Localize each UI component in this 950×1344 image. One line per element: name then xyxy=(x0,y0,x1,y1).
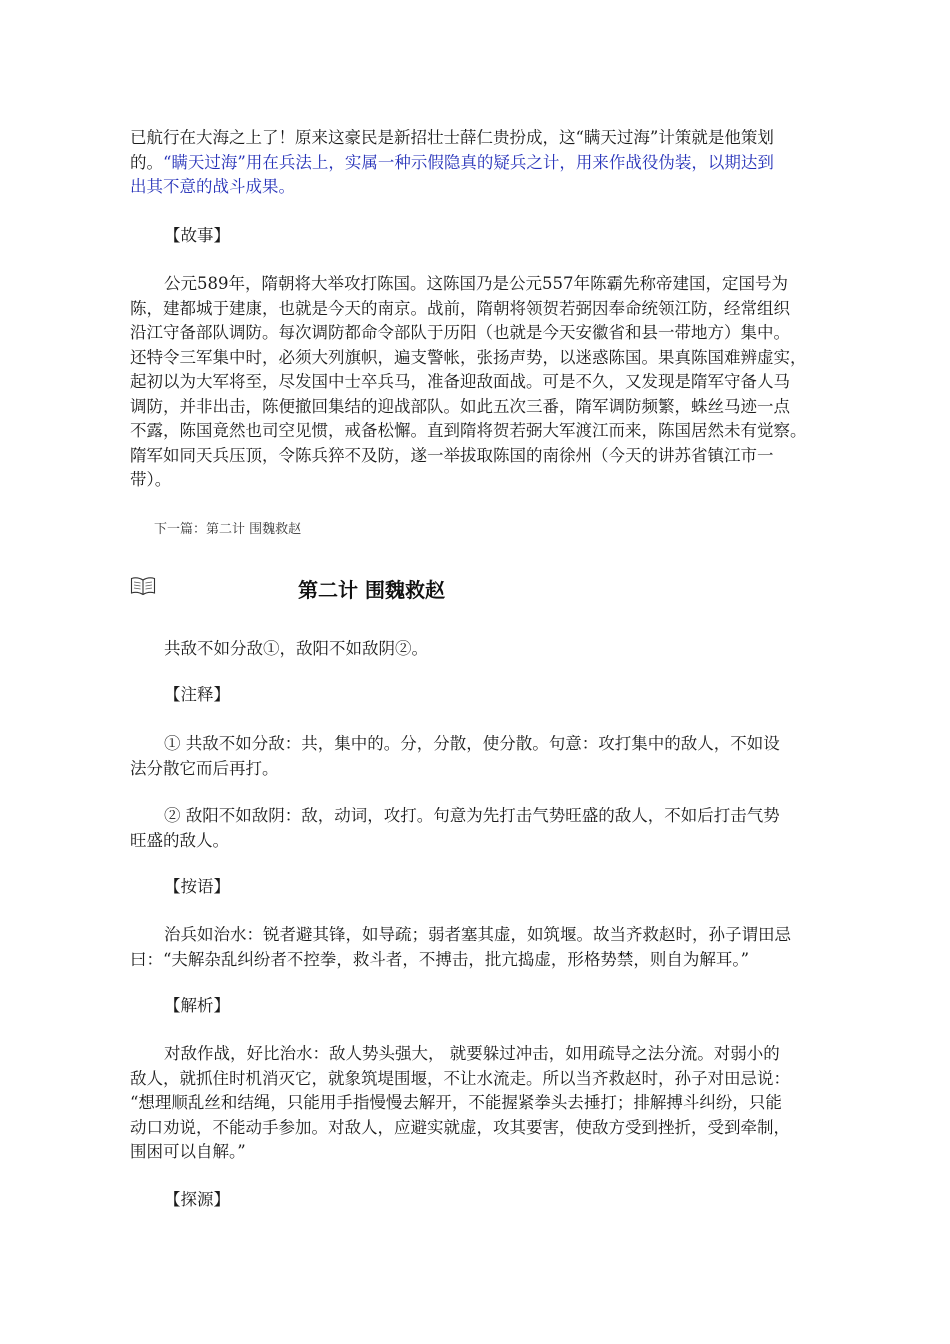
analysis-paragraph xyxy=(130,1042,842,1165)
commentary-paragraph xyxy=(130,923,842,972)
text-line: 法分散它而后再打。 xyxy=(130,758,279,778)
text-line: 对敌作战，好比治水：敌人势头强大， 就要躲过冲击，如用疏导之法分流。对弱小的 xyxy=(164,1044,780,1063)
text-line: 曰：“夫解杂乱纠纷者不控拳，救斗者，不搏击，批亢捣虚，形格势禁，则自为解耳。” xyxy=(130,949,750,969)
text-line: 还特令三军集中时，必须大列旗帜，遍支警帐，张扬声势，以迷惑陈国。果真陈国难辨虚实， xyxy=(130,347,807,367)
note-1 xyxy=(130,732,842,781)
text-line: ② 敌阳不如敌阴：敌，动词，攻打。句意为先打击气势旺盛的敌人，不如后打击气势 xyxy=(164,806,780,825)
text-line: 公元589年，隋朝将大举攻打陈国。这陈国乃是公元557年陈霸先称帝建国，定国号为 xyxy=(164,274,788,293)
text-line: 不露，陈国竟然也司空见惯，戒备松懈。直到隋将贺若弼大军渡江而来，陈国居然未有觉察。 xyxy=(130,421,807,440)
text-line: ① 共敌不如分敌：共，集中的。分，分散，使分散。句意：攻打集中的敌人，不如设 xyxy=(164,734,780,753)
section-label-origin: 【探源】 xyxy=(164,1190,230,1209)
text-line: 围困可以自解。” xyxy=(130,1142,246,1161)
text-line: 沿江守备部队调防。每次调防都命令部队于历阳（也就是今天安徽省和县一带地方）集中。 xyxy=(130,323,790,342)
text-line xyxy=(130,151,842,176)
note-2 xyxy=(130,804,842,853)
book-icon xyxy=(130,576,156,596)
highlighted-text: 出其不意的战斗成果。 xyxy=(130,177,295,196)
text-line: 起初以为大军将至，尽发国中士卒兵马，准备迎敌面战。可是不久，又发现是隋军守备人马 xyxy=(130,372,790,391)
text-line: 隋军如同天兵压顶，令陈兵猝不及防，遂一举拔取陈国的南徐州（今天的讲苏省镇江市一 xyxy=(130,445,774,465)
text-line: “想理顺乱丝和结绳，只能用手指慢慢去解开，不能握紧拳头去捶打；排解搏斗纠纷，只能 xyxy=(130,1093,782,1112)
chapter-title: 第二计 围魏救赵 xyxy=(298,578,445,602)
intro-paragraph xyxy=(130,126,842,200)
section-label-notes: 【注释】 xyxy=(164,685,230,704)
text-line: 已航行在大海之上了！原来这豪民是新招壮士薛仁贵扮成，这“瞒天过海”计策就是他策划 xyxy=(130,128,774,147)
text-line: 敌人，就抓住时机消灭它，就象筑堤围堰，不让水流走。所以当齐救赵时，孙子对田忌说： xyxy=(130,1068,790,1088)
text-line: 调防，并非出击，陈便撤回集结的迎战部队。如此五次三番，隋军调防频繁，蛛丝马迹一点 xyxy=(130,396,790,416)
text-span: 的。 xyxy=(130,152,163,172)
story-paragraph xyxy=(130,272,842,493)
text-line: 治兵如治水：锐者避其锋，如导疏；弱者塞其虚，如筑堰。故当齐救赵时，孙子谓田忌 xyxy=(164,925,791,944)
highlighted-text: “瞒天过海”用在兵法上，实属一种示假隐真的疑兵之计，用来作战役伪装，以期达到 xyxy=(163,152,774,172)
section-label-analysis: 【解析】 xyxy=(164,996,230,1015)
text-line: 旺盛的敌人。 xyxy=(130,830,229,850)
verse-text: 共敌不如分敌①，敌阳不如敌阴②。 xyxy=(164,639,428,658)
next-chapter-link[interactable]: 下一篇：第二计 围魏救赵 xyxy=(154,522,302,537)
section-label-story: 【故事】 xyxy=(164,226,230,245)
text-line: 陈，建都城于建康，也就是今天的南京。战前，隋朝将领贺若弼因奉命统领江防，经常组织 xyxy=(130,298,790,318)
section-label-commentary: 【按语】 xyxy=(164,877,230,896)
text-line: 带）。 xyxy=(130,470,172,489)
text-line: 动口劝说，不能动手参加。对敌人，应避实就虚，攻其要害，使敌方受到挫折，受到牵制， xyxy=(130,1117,790,1137)
